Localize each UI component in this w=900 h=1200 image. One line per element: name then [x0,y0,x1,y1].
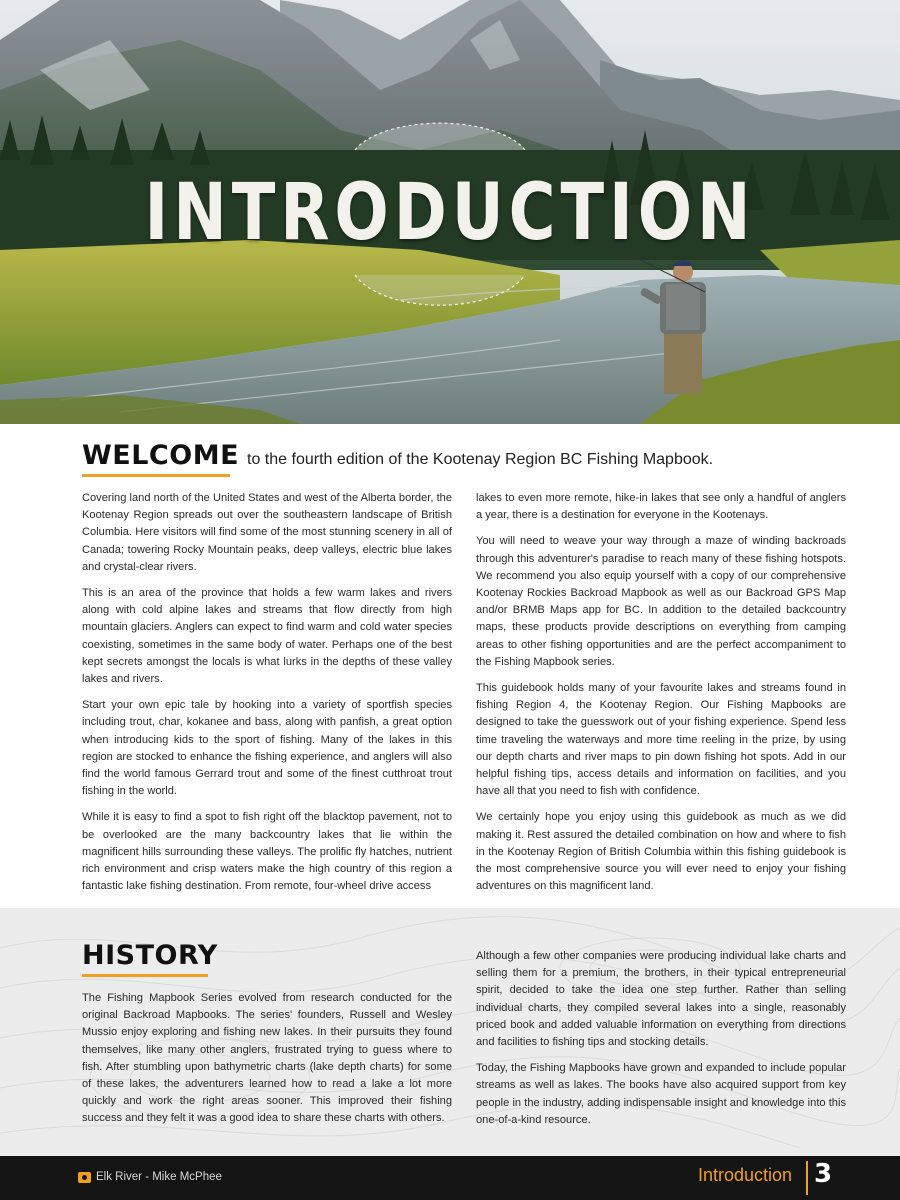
paragraph: Covering land north of the United States and west of the Alberta border, the Kootenay Region spreads out over the southeastern landscape of British Columbia. Here visitors will find some of the most stunning scenery in all of Canada; towering Rocky Mountain peaks, deep valleys, electric blue lakes and crystal-clear rivers. [82,492,452,573]
paragraph: This guidebook holds many of your favourite lakes and streams found in fishing Region 4, the Kootenay Region. Our Fishing Mapbooks are designed to take the guesswork out of your fishing experience. Spend less time traveling the waterways and more time reeling in the prize, by using our depth charts and river maps to pin down fishing hot spots. Add in our helpful fishing tips, access details and information on facilities, and you have all that you need to fish with confidence. [476,682,846,798]
page-title: INTRODUCTION [144,168,756,258]
paragraph: We certainly hope you enjoy using this guidebook as much as we did making it. Rest assured the detailed combination on how and where to fish in the Kootenay Region of British Columbia within this fishing guidebook is the most comprehensive source you will ever need to enjoy your fishing adventures on this magnificent land. [476,811,846,893]
welcome-right-column [476,490,846,904]
welcome-heading: WELCOME [82,440,240,471]
welcome-underline [82,474,230,477]
paragraph: Today, the Fishing Mapbooks have grown and expanded to include popular streams as well as lakes. The books have also acquired support from key people in the industry, adding indispensable insight and knowledge into this one-of-a-kind resource. [476,1062,846,1126]
paragraph: Although a few other companies were producing individual lake charts and selling them for a premium, the brothers, in their typical entrepreneurial spirit, decided to take the idea one step further. Rather than selling individual charts, they compiled several lakes into a single, reasonably priced book and added valuable information on everything from directions and facilities to fishing tips and stocking details. [476,950,846,1049]
history-heading: HISTORY [82,940,218,971]
history-right-column [476,948,846,1138]
photo-credit-text: Elk River - Mike McPhee [96,1171,222,1183]
history-section [0,908,900,1156]
history-underline [82,974,208,977]
photo-credit [78,1171,222,1183]
footer-section-name: Introduction [698,1165,793,1185]
hero-photo [0,0,900,424]
paragraph: The Fishing Mapbook Series evolved from research conducted for the original Backroad Mapbooks. The series' founders, Russell and Wesley Mussio enjoy exploring and fishing new lakes. In their pursuits they found themselves, like many other anglers, frustrated trying to guess where to fish. After stumbling upon bathymetric charts (lake depth charts) for some of these lakes, the adventurers learned how to read a lake a lot more quickly and work the right areas sooner. This improved their fishing success and they felt it was a good idea to share these charts with others. [82,992,452,1125]
paragraph: You will need to weave your way through a maze of winding backroads through this adventurer's paradise to reach many of these fishing hotspots. We recommend you also equip yourself with a copy of our comprehensive Kootenay Rockies Backroad Mapbook as well as our Backroad GPS Map and/or BRMB Maps app for BC. In addition to the detailed backcountry maps, these products provide descriptions on everything from camping areas to other fishing opportunities and are the perfect accompaniment to the Fishing Mapbook series. [476,535,846,668]
paragraph: lakes to even more remote, hike-in lakes that see only a handful of anglers a year, there is a destination for everyone in the Kootenays. [476,492,846,522]
paragraph: This is an area of the province that holds a few warm lakes and rivers along with cold alpine lakes and streams that flow directly from high mountain glaciers. Anglers can expect to find warm and cold water species coexisting, sometimes in the same body of water. Perhaps one of the best kept secrets amongst the locals is what lurks in the depths of these valley lakes and rivers. [82,587,452,686]
welcome-left-column [82,490,452,904]
footer-divider [806,1161,808,1195]
welcome-subheading: to the fourth edition of the Kootenay Region BC Fishing Mapbook. [247,451,714,468]
page-number: 3 [814,1159,833,1189]
welcome-heading-row [82,440,713,476]
camera-icon [78,1172,91,1183]
history-left-column [82,990,452,1137]
paragraph: While it is easy to find a spot to fish right off the blacktop pavement, not to be overlooked are the many backcountry lakes that lie within the magnificent hills surrounding these valleys. The prolific fly hatches, nutrient rich environment and crisp waters make the high country of this region a fantastic lake fishing destination. From remote, four-wheel drive access [82,811,452,893]
page-footer [0,1156,900,1200]
paragraph: Start your own epic tale by hooking into a variety of sportfish species including trout, char, kokanee and bass, along with panfish, a great option when introducing kids to the sport of fishing. Many of the lakes in this region are stocked to enhance the fishing experience, and anglers will also find the world famous Gerrard trout and some of the finest cutthroat trout fishing in the world. [82,699,452,798]
